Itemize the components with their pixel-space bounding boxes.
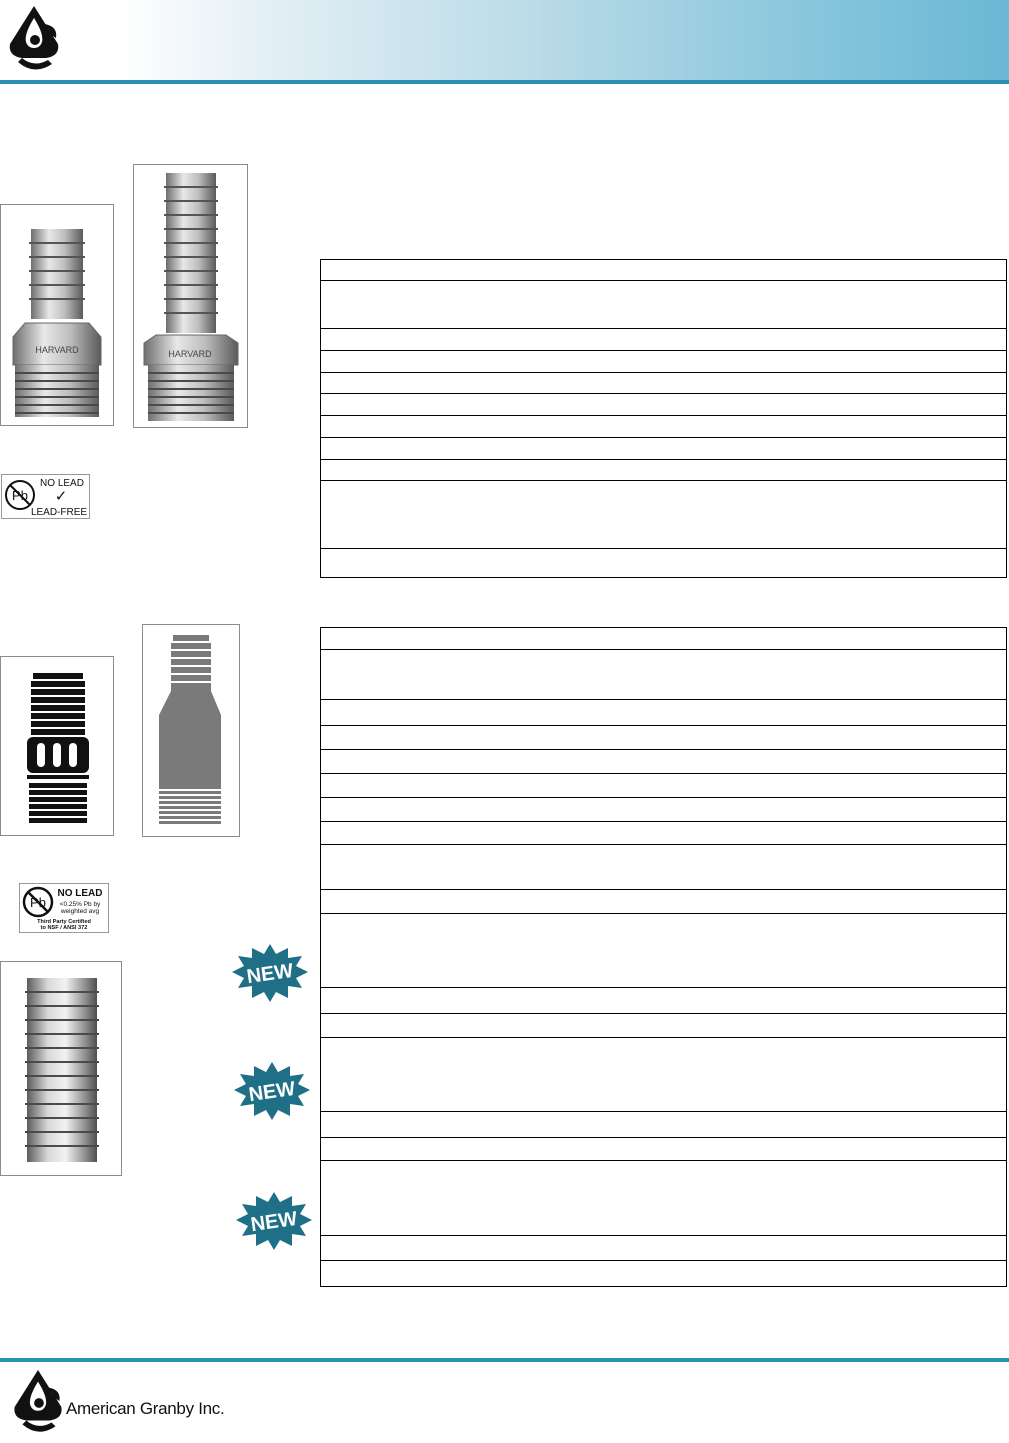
new-label: NEW <box>249 1207 299 1237</box>
badge-line-1: NO LEAD <box>40 478 84 489</box>
table-row <box>321 328 1006 329</box>
no-lead-badge <box>1 474 90 519</box>
pb-symbol: Pb <box>12 488 28 503</box>
new-badge-icon <box>236 1190 312 1252</box>
table-row <box>321 773 1006 774</box>
coupling-drawing <box>0 656 114 836</box>
badge-line-1: NO LEAD <box>57 888 103 899</box>
harvard-stamp-2: HARVARD <box>168 349 212 359</box>
insert-coupling-photo <box>0 961 122 1176</box>
table-row <box>321 1037 1006 1038</box>
table-row <box>321 649 1006 650</box>
nsf-no-lead-badge <box>19 883 109 933</box>
table-row <box>321 821 1006 822</box>
table-row <box>321 1235 1006 1236</box>
table-row <box>321 480 1006 481</box>
badge-line-5: to NSF / ANSI 372 <box>40 925 88 931</box>
table-row <box>321 372 1006 373</box>
new-label: NEW <box>247 1077 297 1107</box>
brand-name: American Granby Inc. <box>66 1399 225 1418</box>
table-row <box>321 1013 1006 1014</box>
table-row <box>321 749 1006 750</box>
new-label: NEW <box>245 959 295 989</box>
long-hose-barb-adapter-photo <box>133 164 248 428</box>
table-row <box>321 393 1006 394</box>
table-row <box>321 797 1006 798</box>
table-row <box>321 415 1006 416</box>
hose-barb-adapter-photo <box>0 204 114 426</box>
american-granby-logo-icon <box>8 1368 68 1438</box>
table-row <box>321 987 1006 988</box>
header-band <box>0 0 1009 82</box>
pb-symbol: Pb <box>30 895 46 910</box>
table-row <box>321 1137 1006 1138</box>
table-row <box>321 280 1006 281</box>
spec-table-top <box>320 259 1007 578</box>
check-icon: ✓ <box>54 487 68 505</box>
table-row <box>321 350 1006 351</box>
american-granby-logo-icon <box>4 4 64 76</box>
table-row <box>321 913 1006 914</box>
harvard-stamp-1: HARVARD <box>35 345 79 355</box>
table-row <box>321 437 1006 438</box>
table-row <box>321 548 1006 549</box>
badge-line-2: <0.25% Pb by <box>59 901 101 908</box>
table-row <box>321 699 1006 700</box>
reducer-drawing <box>142 624 240 837</box>
table-row <box>321 1160 1006 1161</box>
footer-rule <box>0 1358 1009 1362</box>
header-rule <box>0 80 1009 84</box>
badge-line-4: Third Party Certified <box>37 919 91 925</box>
badge-line-2: LEAD-FREE <box>30 507 88 518</box>
spec-table-bottom <box>320 627 1007 1287</box>
table-row <box>321 1111 1006 1112</box>
table-row <box>321 844 1006 845</box>
table-row <box>321 459 1006 460</box>
badge-line-3: weighted avg <box>60 908 100 915</box>
table-row <box>321 725 1006 726</box>
new-badge-icon <box>232 942 308 1004</box>
table-row <box>321 889 1006 890</box>
table-row <box>321 1260 1006 1261</box>
new-badge-icon <box>234 1060 310 1122</box>
